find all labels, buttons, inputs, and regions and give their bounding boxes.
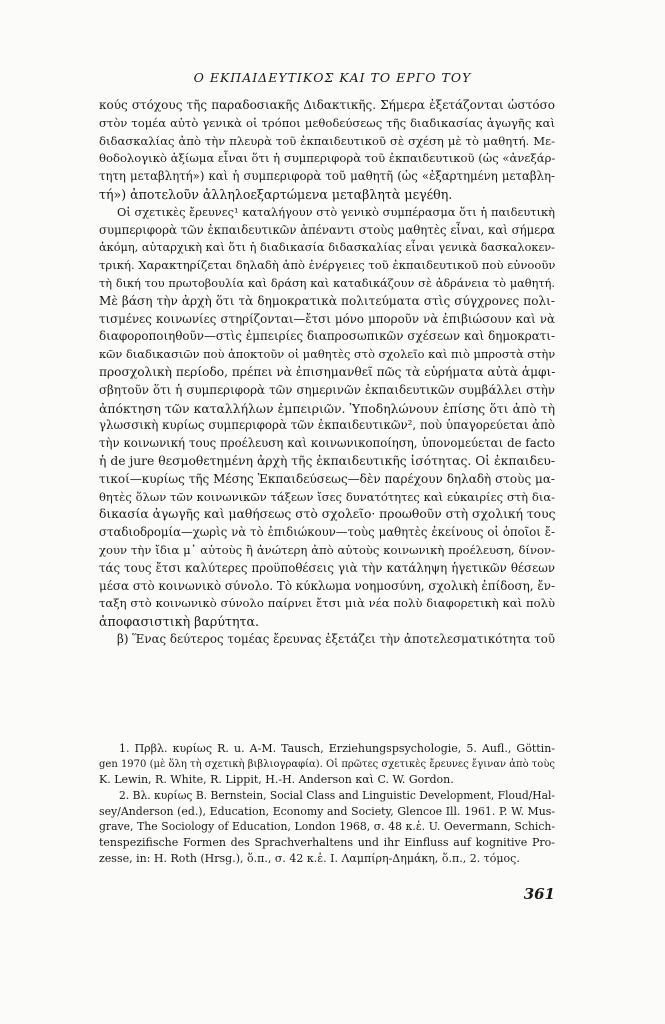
text-line: θητὲς ὅλων τῶν κοινωνικῶν τάξεων ἴσες δυνατότητες καὶ εὐκαιρίες στὴ δια- xyxy=(99,489,555,504)
text-line: ἡ de jure θεσμοθετημένη ἀρχὴ τῆς ἐκπαιδευτικῆς ἰσότητας. Οἱ ἐκπαιδευ- xyxy=(99,453,555,468)
text-line: ἀκόμη, αὐταρχικὴ καὶ ὅτι ἡ διαδικασία διδασκαλίας εἶναι γενικὰ δασκαλοκεν- xyxy=(99,241,555,255)
text-line: ἀπόκτηση τῶν καταλλήλων ἐμπειριῶν. Ὑποδηλώνουν ἐπίσης ὅτι ἀπὸ τὴ xyxy=(99,400,555,416)
footnotes xyxy=(99,741,555,867)
text-line: δικασία ἀγωγῆς καὶ μαθήσεως στὸ σχολεῖο· προωθοῦν στὴ σχολική τους xyxy=(99,507,556,522)
footnote-line: 1. Πρβλ. κυρίως R. u. A-M. Tausch, Erziehungspsychologie, 5. Aufl., Göttin- xyxy=(119,742,555,755)
body-text xyxy=(99,97,555,649)
text-line: τικοί—κυρίως τῆς Μέσης Ἐκπαιδεύσεως—δὲν παρέχουν δηλαδὴ στοὺς μα- xyxy=(99,471,555,486)
text-line: τὴν κοινωνική τους προέλευση καὶ κοινωνικοποίηση, ὑπονομεύεται de facto xyxy=(99,436,555,451)
text-line: στὸν τομέα αὐτὸ γενικὰ οἱ τρόποι μεθοδεύσεως τῆς διαδικασίας ἀγωγῆς καὶ xyxy=(99,115,555,130)
text-line: συμπεριφορὰ τῶν ἐκπαιδευτικῶν ἀπέναντι στοὺς μαθητὲς εἶναι, καὶ σήμερα xyxy=(99,222,555,237)
text-line: γλωσσικὴ κυρίως συμπεριφορὰ τῶν ἐκπαιδευτικῶν², ποὺ ὑπαγορεύεται ἀπὸ xyxy=(99,418,555,433)
text-line: τισμένες κοινωνίες στηρίζονται—ἔτσι μόνο μποροῦν νὰ ἐπιβιώσουν καὶ νὰ xyxy=(99,311,555,326)
footnote-line: gen 1970 (μὲ ὅλη τὴ σχετικὴ βιβλιογραφία). Οἱ πρῶτες σχετικὲς ἔρευνες ἔγιναν ἀπὸ τοὺς xyxy=(99,758,555,770)
footnote-line: 2. Βλ. κυρίως B. Bernstein, Social Class and Linguistic Development, Floud/Hal- xyxy=(119,789,555,803)
text-line: ταξη στὸ κοινωνικὸ σύνολο παίρνει ἔτσι μιὰ νέα πολὺ διαφορετικὴ καὶ πολὺ xyxy=(99,596,555,611)
footnote-line: sey/Anderson (ed.), Education, Economy and Society, Glencoe Ill. 1961. P. W. Mus- xyxy=(99,804,555,818)
text-line: τή») ἀποτελοῦν ἀλληλοεξαρτώμενα μεταβλητὰ μεγέθη. xyxy=(99,186,453,202)
text-line: χουν τὴν ἴδια μ᾿ αὐτοὺς ἢ ἀνώτερη ἀπὸ αὐτοὺς κοινωνικὴ προέλευση, δίνον- xyxy=(99,542,555,557)
text-line: μέσα στὸ κοινωνικὸ σύνολο. Τὸ κύκλωμα νοημοσύνη, σχολικὴ ἐπίδοση, ἔν- xyxy=(99,578,555,593)
running-header: Ο ΕΚΠΑΙΔΕΥΤΙΚΟΣ ΚΑΙ ΤΟ ΕΡΓΟ ΤΟΥ xyxy=(193,70,472,85)
text-line: κῶν διαδικασιῶν ποὺ ἀποκτοῦν οἱ μαθητὲς στὸ σχολεῖο καὶ πιὸ μπροστὰ στὴν xyxy=(99,347,556,362)
text-line: προσχολικὴ περίοδο, πρέπει νὰ ἐπισημανθεῖ πῶς τὰ εὑρήματα αὐτὰ ἀμφι- xyxy=(99,364,556,379)
text-line: σταδιοδρομία—χωρὶς νὰ τὸ ἐπιδιώκουν—τοὺς μαθητὲς ἐκείνους οἱ ὁποῖοι ἔ- xyxy=(99,525,555,540)
footnote-line: tenspezifische Formen des Sprachverhaltens und ihr Einfluss auf kognitive Pro- xyxy=(99,836,555,850)
text-line: τητη μεταβλητή») καὶ ἡ συμπεριφορὰ τοῦ μαθητῆ (ὡς «ἐξαρτημένη μεταβλη- xyxy=(99,169,555,184)
footnote-line: grave, The Sociology of Education, London 1968, σ. 48 κ.ἑ. U. Oevermann, Schich- xyxy=(99,820,555,834)
text-line: τὴ δική του πρωτοβουλία καὶ δράση καὶ καταδικάζουν σὲ ἀδράνεια τὸ μαθητή. xyxy=(99,276,555,290)
text-line: κούς στόχους τῆς παραδοσιακῆς Διδακτικῆς. Σήμερα ἐξετάζονται ὡστόσο xyxy=(99,98,555,112)
text-line: σβητοῦν ὅτι ἡ συμπεριφορὰ τῶν σημερινῶν ἐκπαιδευτικῶν συμβάλλει στὴν xyxy=(99,382,555,397)
text-line: τάς τους ἔτσι καλύτερες προϋποθέσεις γιὰ τὴν κατάληψη ἡγετικῶν θέσεων xyxy=(99,560,555,575)
page-number: 361 xyxy=(523,885,555,903)
text-line: β) Ἕνας δεύτερος τομέας ἔρευνας ἐξετάζει τὴν ἀποτελεσματικότητα τοῦ xyxy=(117,631,555,646)
footnote-line: K. Lewin, R. White, R. Lippit, H.-H. Anderson καὶ C. W. Gordon. xyxy=(99,773,454,787)
text-line: διαφοροποιηθοῦν—στὶς ἐμπειρίες διαπροσωπικῶν σχέσεων καὶ δημοκρατι- xyxy=(99,329,555,344)
text-line: θοδολογικὸ ἀξίωμα εἶναι ὅτι ἡ συμπεριφορὰ τοῦ ἐκπαιδευτικοῦ (ὡς «ἀνεξάρ- xyxy=(99,151,556,166)
text-line: Οἱ σχετικὲς ἔρευνες¹ καταλήγουν στὸ γενικὸ συμπέρασμα ὅτι ἡ παιδευτικὴ xyxy=(117,204,555,219)
text-line: ἀποφασιστικὴ βαρύτητα. xyxy=(99,614,259,630)
footnote-line: zesse, in: H. Roth (Hrsg.), ὅ.π., σ. 42 κ.ἑ. Ι. Λαμπίρη-Δημάκη, ὅ.π., 2. τόμος. xyxy=(99,851,520,865)
text-line: Μὲ βάση τὴν ἀρχὴ ὅτι τὰ δημοκρατικὰ πολιτεύματα στὶς σύγχρονες πολι- xyxy=(99,293,555,308)
text-line: διδασκαλίας ἀπὸ τὴν πλευρὰ τοῦ ἐκπαιδευτικοῦ σὲ σχέση μὲ τὸ μαθητή. Με- xyxy=(99,133,555,148)
text-line: τρική. Χαρακτηρίζεται δηλαδὴ ἀπὸ ἐνέργειες τοῦ ἐκπαιδευτικοῦ ποὺ εὐνοοῦν xyxy=(99,258,556,273)
